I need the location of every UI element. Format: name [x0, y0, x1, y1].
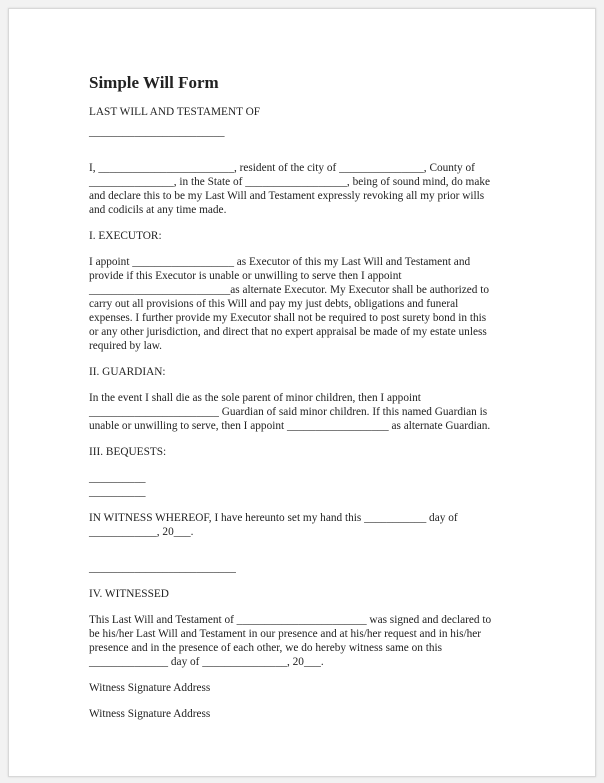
executor-heading: I. EXECUTOR: [89, 230, 162, 242]
executor-line: _________________________as alternate Executor. My Executor shall be authorized to [89, 284, 490, 296]
document-page [8, 8, 596, 777]
bequests-heading: III. BEQUESTS: [89, 446, 167, 458]
witness-signature-address: Witness Signature Address [89, 682, 211, 694]
guardian-line: In the event I shall die as the sole parent of minor children, then I appoint [89, 392, 421, 404]
executor-line: or any other jurisdiction, and direct that no expert appraisal be made of my estate unless [89, 326, 487, 338]
bequest-blank: __________ [89, 472, 146, 484]
intro-line: and declare this to be my Last Will and Testament expressly revoking all my prior wills [89, 190, 485, 202]
executor-paragraph [89, 255, 519, 353]
intro-line: and codicils at any time made. [89, 204, 227, 216]
guardian-paragraph [89, 391, 519, 433]
intro-line: I, ________________________, resident of the city of _______________, County of [89, 162, 475, 174]
witnessed-line: be his/her Last Will and Testament in our presence and at his/her request and in his/her [89, 628, 482, 640]
witness-whereof-paragraph [89, 511, 519, 539]
document-title: Simple Will Form [89, 73, 219, 92]
executor-line: required by law. [89, 340, 162, 352]
witnessed-line: presence and in the presence of each other, we do hereby witness same on this [89, 642, 443, 654]
executor-line: expenses. I further provide my Executor shall not be required to post surety bond in this [89, 312, 487, 324]
guardian-line: _______________________ Guardian of said minor children. If this named Guardian is [89, 406, 488, 418]
executor-line: provide if this Executor is unable or unwilling to serve then I appoint [89, 270, 402, 282]
witness-whereof-line: ____________, 20___. [89, 526, 194, 538]
witnessed-paragraph [89, 613, 519, 669]
intro-line: _______________, in the State of __________________, being of sound mind, do make [89, 176, 491, 188]
executor-line: carry out all provisions of this Will and pay my just debts, obligations and funeral [89, 298, 459, 310]
witness-signature-address: Witness Signature Address [89, 708, 211, 720]
intro-paragraph [89, 161, 519, 217]
guardian-heading: II. GUARDIAN: [89, 366, 166, 378]
executor-line: I appoint __________________ as Executor of this my Last Will and Testament and [89, 256, 471, 268]
document-body [89, 73, 519, 721]
witnessed-line: ______________ day of _______________, 20___. [89, 656, 324, 668]
bequest-blank: __________ [89, 486, 146, 498]
witnessed-heading: IV. WITNESSED [89, 588, 169, 600]
document-subtitle: LAST WILL AND TESTAMENT OF [89, 106, 261, 118]
bequests-list [89, 471, 519, 499]
witnessed-line: This Last Will and Testament of _______________________ was signed and declared to [89, 614, 492, 626]
witness-whereof-line: IN WITNESS WHEREOF, I have hereunto set my hand this ___________ day of [89, 512, 458, 524]
guardian-line: unable or unwilling to serve, then I appoint __________________ as alternate Guardian. [89, 420, 491, 432]
testator-signature-line: __________________________ [89, 562, 236, 574]
testator-name-line: ________________________ [89, 126, 225, 138]
